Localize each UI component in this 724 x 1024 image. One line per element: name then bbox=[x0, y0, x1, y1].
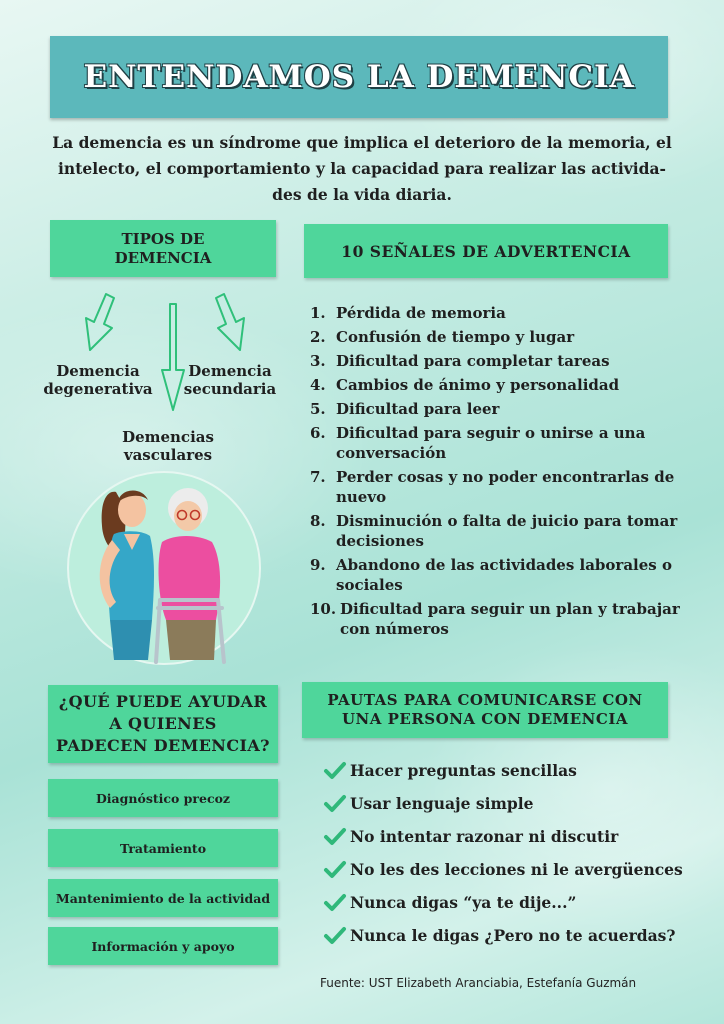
list-item bbox=[310, 399, 690, 419]
checkmark-icon bbox=[320, 860, 350, 880]
list-item bbox=[320, 820, 690, 853]
tipos-heading-line: TIPOS DE bbox=[121, 229, 205, 248]
list-item bbox=[310, 375, 690, 395]
list-item bbox=[320, 853, 690, 886]
type-label-line: vasculares bbox=[123, 446, 213, 464]
item-number: 5. bbox=[310, 400, 326, 418]
title-banner bbox=[50, 36, 668, 118]
help-item-mantenimiento: Mantenimiento de la actividad bbox=[48, 879, 278, 917]
item-text: Abandono de las actividades laborales o sociales bbox=[336, 556, 672, 594]
type-label-line: secundaria bbox=[183, 380, 277, 398]
pautas-heading-line: UNA PERSONA CON DEMENCIA bbox=[341, 710, 628, 728]
arrow-down-left-icon bbox=[78, 292, 126, 354]
item-text: Dificultad para seguir o unirse a una conversación bbox=[336, 424, 646, 462]
list-item bbox=[310, 599, 690, 639]
pautas-heading bbox=[302, 682, 668, 738]
item-number: 10. bbox=[310, 600, 337, 618]
list-item bbox=[310, 327, 690, 347]
type-label-line: Demencia bbox=[188, 362, 272, 380]
list-item bbox=[320, 787, 690, 820]
checkmark-icon bbox=[320, 926, 350, 946]
tipos-heading-line: DEMENCIA bbox=[114, 248, 212, 267]
item-number: 9. bbox=[310, 556, 326, 574]
list-item bbox=[310, 423, 690, 463]
list-item bbox=[310, 303, 690, 323]
item-text: Confusión de tiempo y lugar bbox=[336, 328, 575, 346]
list-item bbox=[310, 467, 690, 507]
item-text: Dificultad para leer bbox=[336, 400, 500, 418]
item-number: 8. bbox=[310, 512, 326, 530]
item-text: Disminución o falta de juicio para tomar decisiones bbox=[336, 512, 678, 550]
item-number: 2. bbox=[310, 328, 326, 346]
pautas-heading-line: PAUTAS PARA COMUNICARSE CON bbox=[327, 691, 643, 709]
checkmark-icon bbox=[320, 794, 350, 814]
tip-text: No intentar razonar ni discutir bbox=[350, 827, 619, 846]
type-secundaria bbox=[178, 362, 282, 398]
item-number: 7. bbox=[310, 468, 326, 486]
checkmark-icon bbox=[320, 893, 350, 913]
ayuda-heading-line: PADECEN DEMENCIA? bbox=[56, 736, 270, 755]
tipos-heading bbox=[50, 220, 276, 277]
type-label-line: Demencias bbox=[122, 428, 214, 446]
nurse-elderly-illustration bbox=[66, 470, 262, 666]
type-label-line: Demencia bbox=[56, 362, 140, 380]
arrow-down-right-icon bbox=[204, 292, 252, 354]
communication-tips-list bbox=[320, 754, 690, 952]
ayuda-heading-line: A QUIENES bbox=[109, 714, 217, 733]
list-item bbox=[320, 886, 690, 919]
list-item bbox=[310, 351, 690, 371]
ayuda-heading bbox=[48, 685, 278, 763]
senales-heading: 10 SEÑALES DE ADVERTENCIA bbox=[304, 224, 668, 278]
item-text: Dificultad para seguir un plan y trabajar con números bbox=[340, 600, 680, 638]
item-text: Pérdida de memoria bbox=[336, 304, 506, 322]
item-number: 6. bbox=[310, 424, 326, 442]
item-number: 1. bbox=[310, 304, 326, 322]
tip-text: Hacer preguntas sencillas bbox=[350, 761, 577, 780]
type-degenerativa bbox=[38, 362, 158, 398]
tip-text: Nunca digas “ya te dije...” bbox=[350, 893, 577, 912]
item-number: 3. bbox=[310, 352, 326, 370]
item-text: Dificultad para completar tareas bbox=[336, 352, 610, 370]
intro-text: La demencia es un síndrome que implica el deterioro de la memoria, el intelecto, el comportamiento y la capacidad para realizar las activida- des de la vida diaria. bbox=[52, 133, 672, 204]
help-item-informacion: Información y apoyo bbox=[48, 927, 278, 965]
list-item bbox=[320, 754, 690, 787]
checkmark-icon bbox=[320, 827, 350, 847]
item-text: Perder cosas y no poder encontrarlas de nuevo bbox=[336, 468, 675, 506]
list-item bbox=[320, 919, 690, 952]
checkmark-icon bbox=[320, 761, 350, 781]
help-item-diagnostico: Diagnóstico precoz bbox=[48, 779, 278, 817]
list-item bbox=[310, 511, 690, 551]
item-text: Cambios de ánimo y personalidad bbox=[336, 376, 620, 394]
help-item-tratamiento: Tratamiento bbox=[48, 829, 278, 867]
tip-text: Usar lenguaje simple bbox=[350, 794, 534, 813]
source-credit: Fuente: UST Elizabeth Aranciabia, Estefanía Guzmán bbox=[320, 976, 637, 990]
type-label-line: degenerativa bbox=[43, 380, 153, 398]
page-title: ENTENDAMOS LA DEMENCIA bbox=[83, 59, 635, 95]
warning-signs-list bbox=[310, 303, 690, 643]
tip-text: Nunca le digas ¿Pero no te acuerdas? bbox=[350, 926, 676, 945]
ayuda-heading-line: ¿QUÉ PUEDE AYUDAR bbox=[58, 692, 268, 711]
type-vasculares bbox=[108, 428, 228, 464]
tip-text: No les des lecciones ni le avergüences bbox=[350, 860, 683, 879]
item-number: 4. bbox=[310, 376, 326, 394]
list-item bbox=[310, 555, 690, 595]
